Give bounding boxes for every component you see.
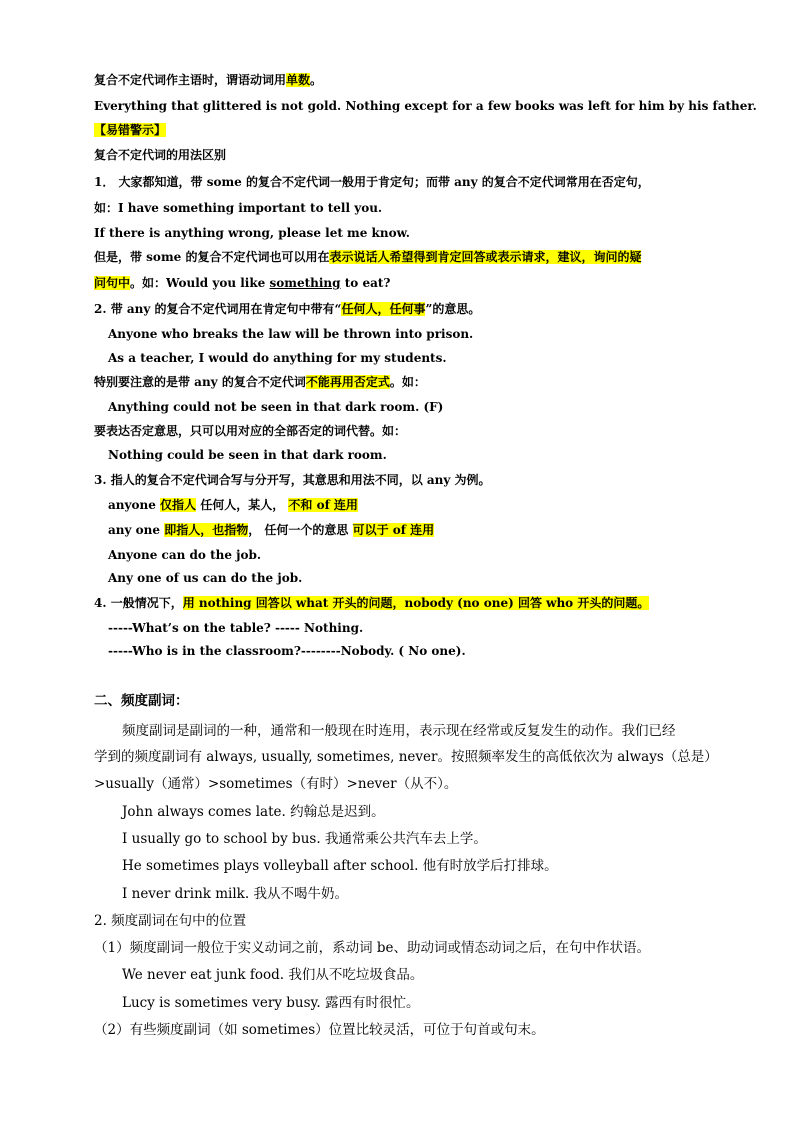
- text-line: [108, 497, 358, 513]
- paragraph-line: >usually（通常）>sometimes（有时）>never（从不）。: [94, 776, 458, 792]
- example-sentence: Lucy is sometimes very busy. 露西有时很忙。: [122, 995, 420, 1011]
- text-line: Anything could not be seen in that dark room. (F): [108, 400, 444, 414]
- text-span: 但是，带 some 的复合不定代词也可以用在: [94, 250, 330, 264]
- text-span: ， 任何一个的意思: [248, 523, 353, 537]
- highlighted-text: 不能再用否定式: [305, 375, 390, 389]
- text-line: [94, 374, 426, 390]
- text-span: ”的意思。: [425, 302, 481, 316]
- text-line: 3. 指人的复合不定代词合写与分开写，其意思和用法不同，以 any 为例。: [94, 473, 491, 487]
- text-span: 复合不定代词作主语时，谓语动词用: [94, 73, 287, 87]
- text-line: [94, 122, 166, 138]
- text-span: 4. 一般情况下，: [94, 596, 183, 610]
- highlighted-text: 任何人，任何事: [341, 302, 426, 316]
- text-span: 任何人，某人，: [196, 498, 289, 512]
- text-line: [108, 522, 434, 538]
- text-line: [94, 301, 480, 317]
- highlighted-text: 问句中: [94, 276, 131, 290]
- text-span: 。: [310, 73, 323, 87]
- text-span: anyone: [108, 498, 161, 512]
- text-line: 要表达否定意思，只可以用对应的全部否定的词代替。如：: [94, 424, 407, 438]
- text-line: [94, 275, 390, 291]
- text-span: to eat?: [340, 276, 391, 290]
- text-line: -----What’s on the table? ----- Nothing.: [108, 621, 364, 635]
- text-line: If there is anything wrong, please let me know.: [94, 226, 410, 240]
- example-sentence: We never eat junk food. 我们从不吃垃圾食品。: [122, 967, 424, 983]
- text-span: 。如：: [389, 375, 426, 389]
- text-line: Anyone can do the job.: [108, 548, 262, 562]
- rule-line: （2）有些频度副词（如 sometimes）位置比较灵活，可位于句首或句末。: [94, 1022, 545, 1038]
- highlighted-heading: 【易错警示】: [94, 123, 167, 137]
- highlighted-text: 即指人，也指物: [164, 523, 249, 537]
- rule-line: （1）频度副词一般位于实义动词之前，系动词 be、助动词或情态动词之后，在句中作状语。: [94, 940, 651, 956]
- underlined-text: something: [269, 276, 341, 290]
- highlighted-text: 表示说话人希望得到肯定回答或表示请求，建议，询问的疑: [329, 250, 642, 264]
- example-sentence: I never drink milk. 我从不喝牛奶。: [122, 886, 348, 902]
- text-line: [94, 595, 649, 611]
- example-sentence: John always comes late. 约翰总是迟到。: [122, 804, 385, 820]
- text-line: 复合不定代词的用法区别: [94, 148, 227, 162]
- text-line: [94, 72, 322, 88]
- text-span: 。如：Would you like: [130, 276, 270, 290]
- text-line: Nothing could be seen in that dark room.: [108, 448, 387, 462]
- subheading: 2. 频度副词在句中的位置: [94, 913, 247, 929]
- text-line: [94, 249, 641, 265]
- text-line: -----Who is in the classroom?--------Nobody. ( No one).: [108, 644, 466, 658]
- paragraph-line: 频度副词是副词的一种，通常和一般现在时连用，表示现在经常或反复发生的动作。我们已经: [122, 723, 676, 739]
- text-span: 2. 带 any 的复合不定代词用在肯定句中带有“: [94, 302, 342, 316]
- highlighted-text: 用 nothing 回答以 what 开头的问题，nobody (no one) 回答 who 开头的问题。: [182, 596, 650, 610]
- highlighted-text: 单数: [286, 73, 311, 87]
- highlighted-text: 可以于 of 连用: [352, 523, 435, 537]
- text-line: Any one of us can do the job.: [108, 571, 303, 585]
- text-line: 如：I have something important to tell you.: [94, 201, 383, 215]
- example-sentence: I usually go to school by bus. 我通常乘公共汽车去上学。: [122, 831, 487, 847]
- highlighted-text: 不和 of 连用: [288, 498, 358, 512]
- text-line: Everything that glittered is not gold. Nothing except for a few books was left for him by his father.: [94, 99, 757, 113]
- paragraph-line: 学到的频度副词有 always, usually, sometimes, never。按照频率发生的高低依次为 always（总是）: [94, 749, 718, 765]
- text-line: Anyone who breaks the law will be thrown into prison.: [108, 327, 474, 341]
- text-span: 特别要注意的是带 any 的复合不定代词: [94, 375, 306, 389]
- highlighted-text: 仅指人: [160, 498, 197, 512]
- text-line: 1． 大家都知道，带 some 的复合不定代词一般用于肯定句；而带 any 的复合不定代词常用在否定句，: [94, 175, 650, 189]
- example-sentence: He sometimes plays volleyball after school. 他有时放学后打排球。: [122, 858, 558, 874]
- text-line: As a teacher, I would do anything for my students.: [108, 351, 447, 365]
- text-span: any one: [108, 523, 165, 537]
- section-heading: 二、频度副词：: [94, 693, 189, 709]
